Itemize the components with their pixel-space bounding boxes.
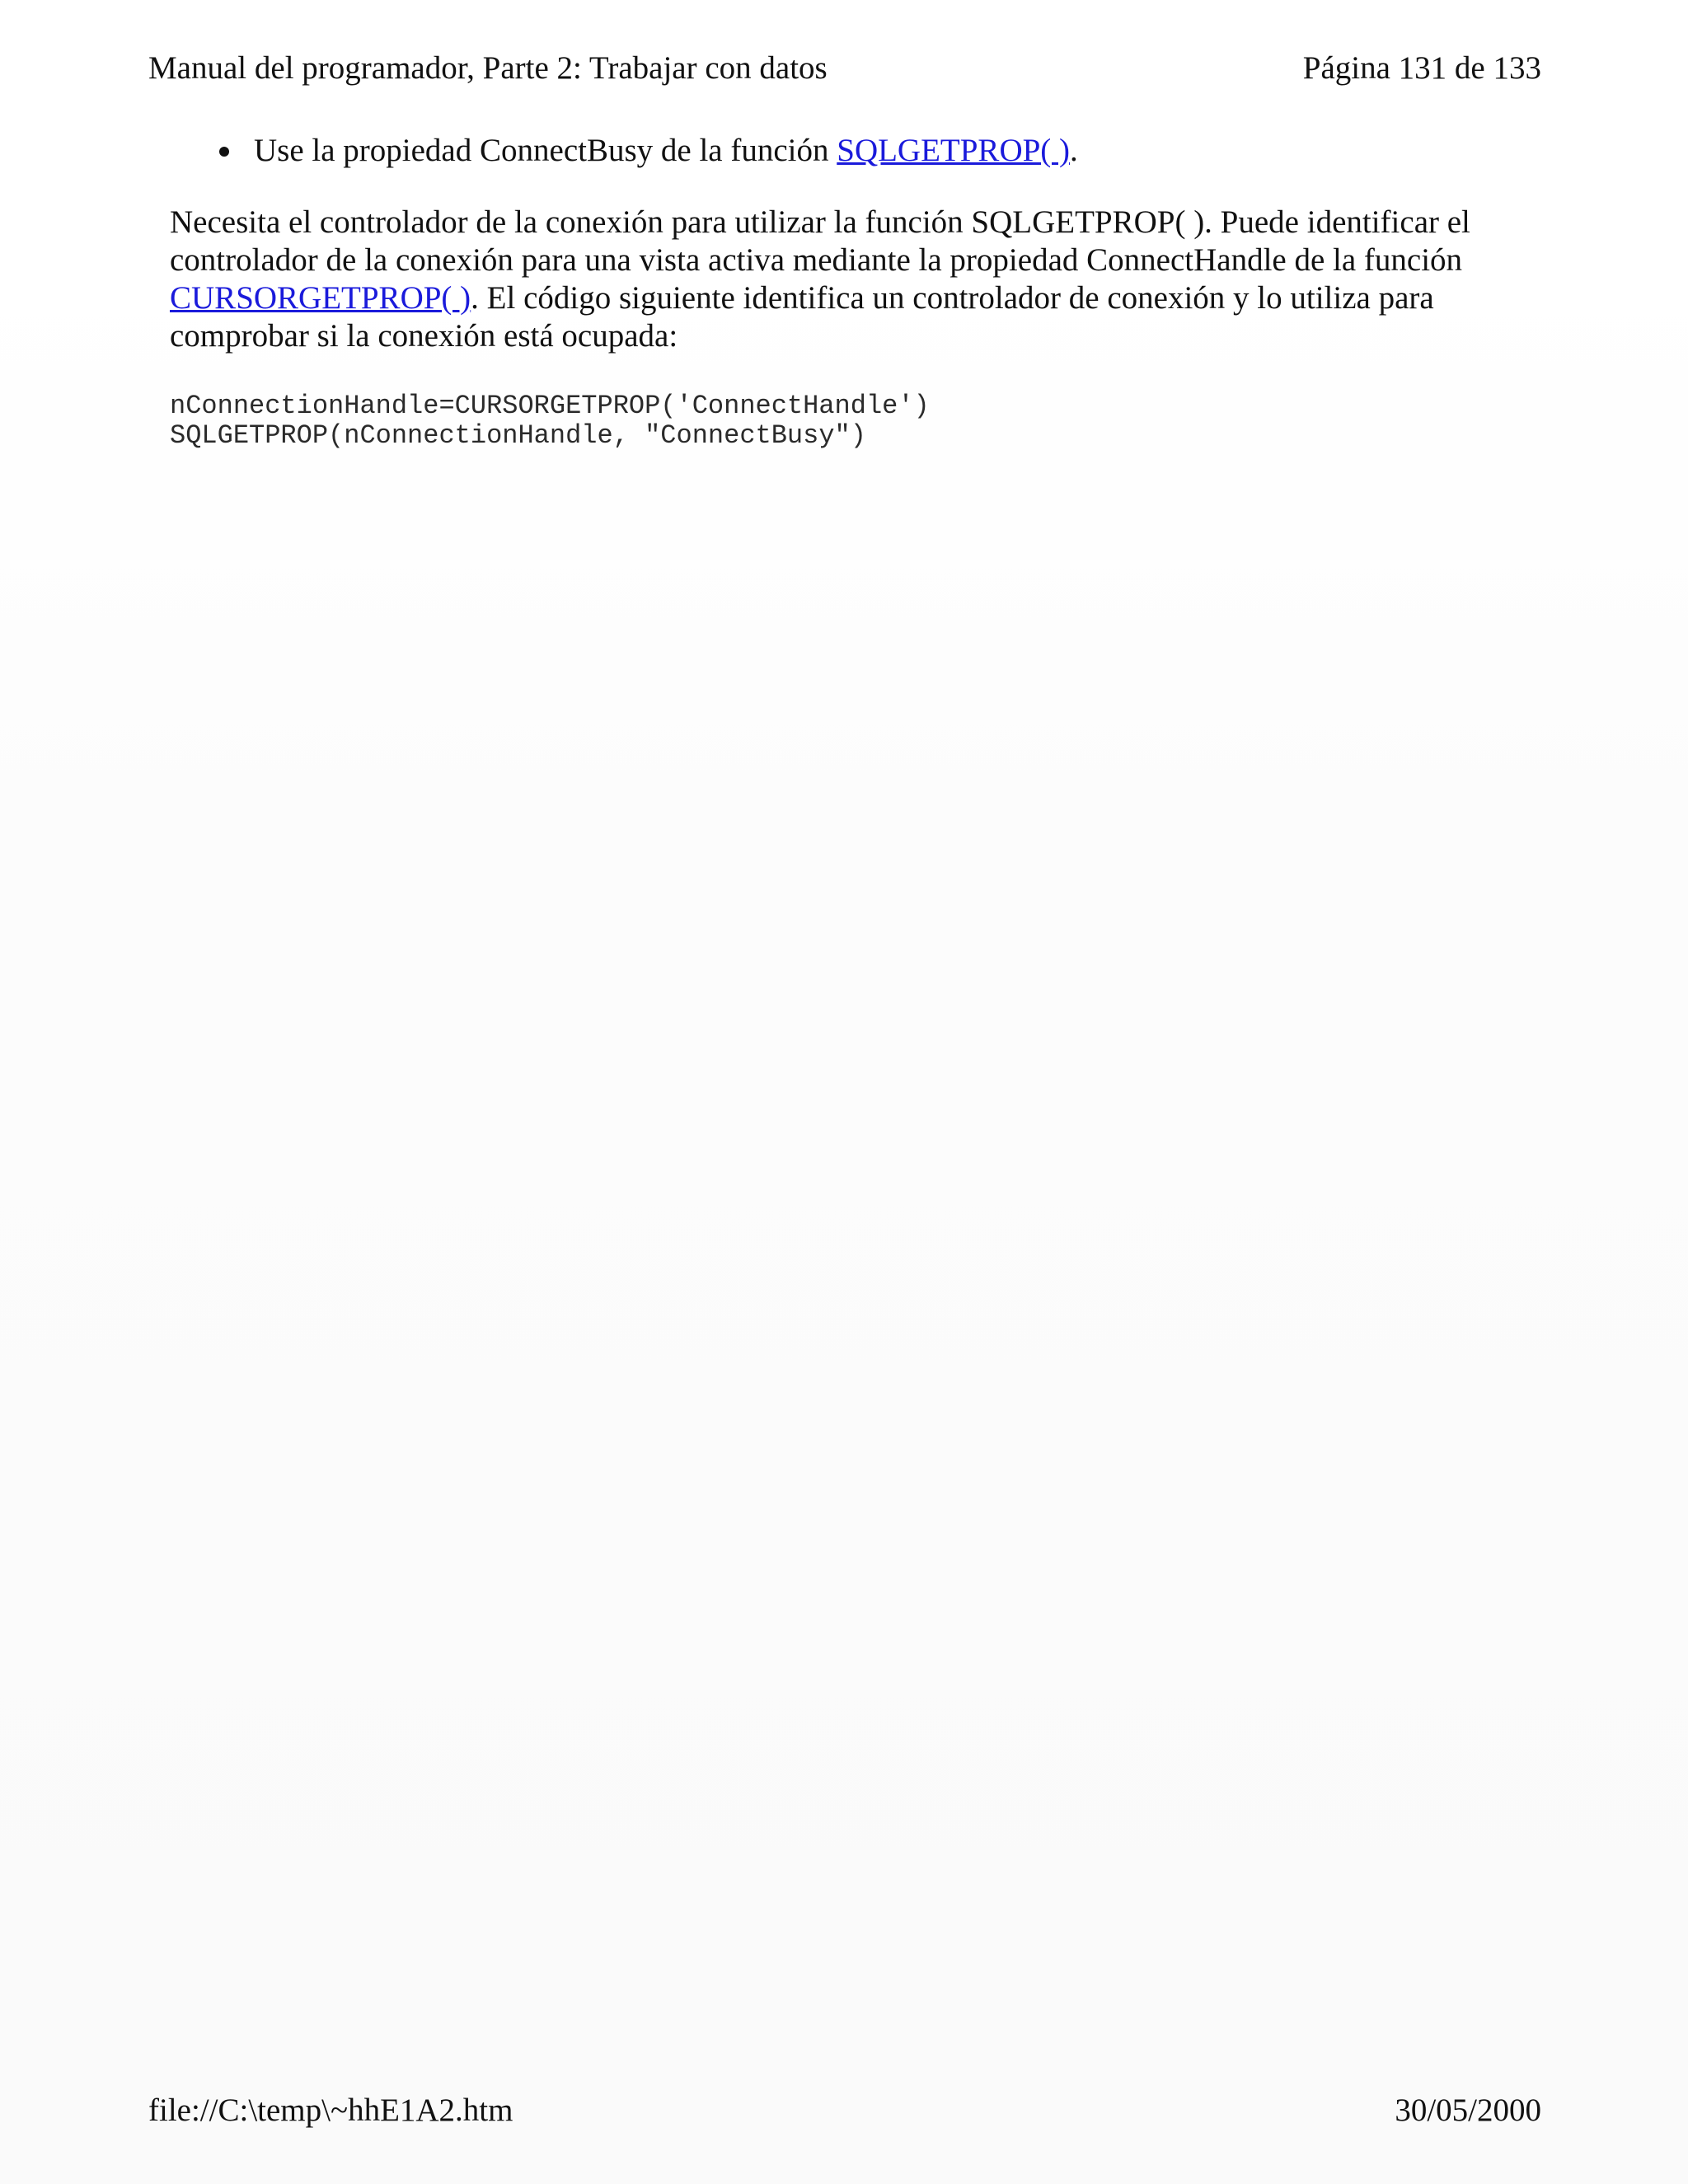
paragraph-text-end: . El código siguiente identifica un controlador de conexión y lo utiliza para comprobar si la conexión está ocupada: bbox=[170, 280, 1434, 354]
paragraph-text: Necesita el controlador de la conexión para utilizar la función SQLGETPROP( ). Puede identificar el controlador de la conexión para una vista activa mediante la propiedad ConnectHandle de la función bbox=[170, 204, 1470, 278]
page-content bbox=[170, 132, 1530, 451]
bullet-text-end: . bbox=[1070, 133, 1078, 168]
sqlgetprop-link[interactable]: SQLGETPROP( ) bbox=[837, 133, 1071, 168]
code-line: SQLGETPROP(nConnectionHandle, "ConnectBusy") bbox=[170, 420, 866, 451]
code-block bbox=[170, 391, 1530, 451]
body-paragraph bbox=[170, 204, 1530, 355]
bullet-icon bbox=[219, 147, 229, 157]
bullet-list bbox=[170, 132, 1530, 170]
page-footer bbox=[148, 2092, 1541, 2130]
code-line: nConnectionHandle=CURSORGETPROP('ConnectHandle') bbox=[170, 391, 930, 421]
page-number: Página 131 de 133 bbox=[1302, 50, 1541, 86]
page-header bbox=[148, 49, 1541, 87]
cursorgetprop-link[interactable]: CURSORGETPROP( ) bbox=[170, 280, 471, 316]
file-path: file://C:\temp\~hhE1A2.htm bbox=[148, 2093, 513, 2128]
document-title: Manual del programador, Parte 2: Trabajar con datos bbox=[148, 50, 828, 86]
bullet-text: Use la propiedad ConnectBusy de la función bbox=[254, 133, 837, 168]
list-item bbox=[170, 132, 1530, 170]
print-date: 30/05/2000 bbox=[1395, 2093, 1541, 2128]
